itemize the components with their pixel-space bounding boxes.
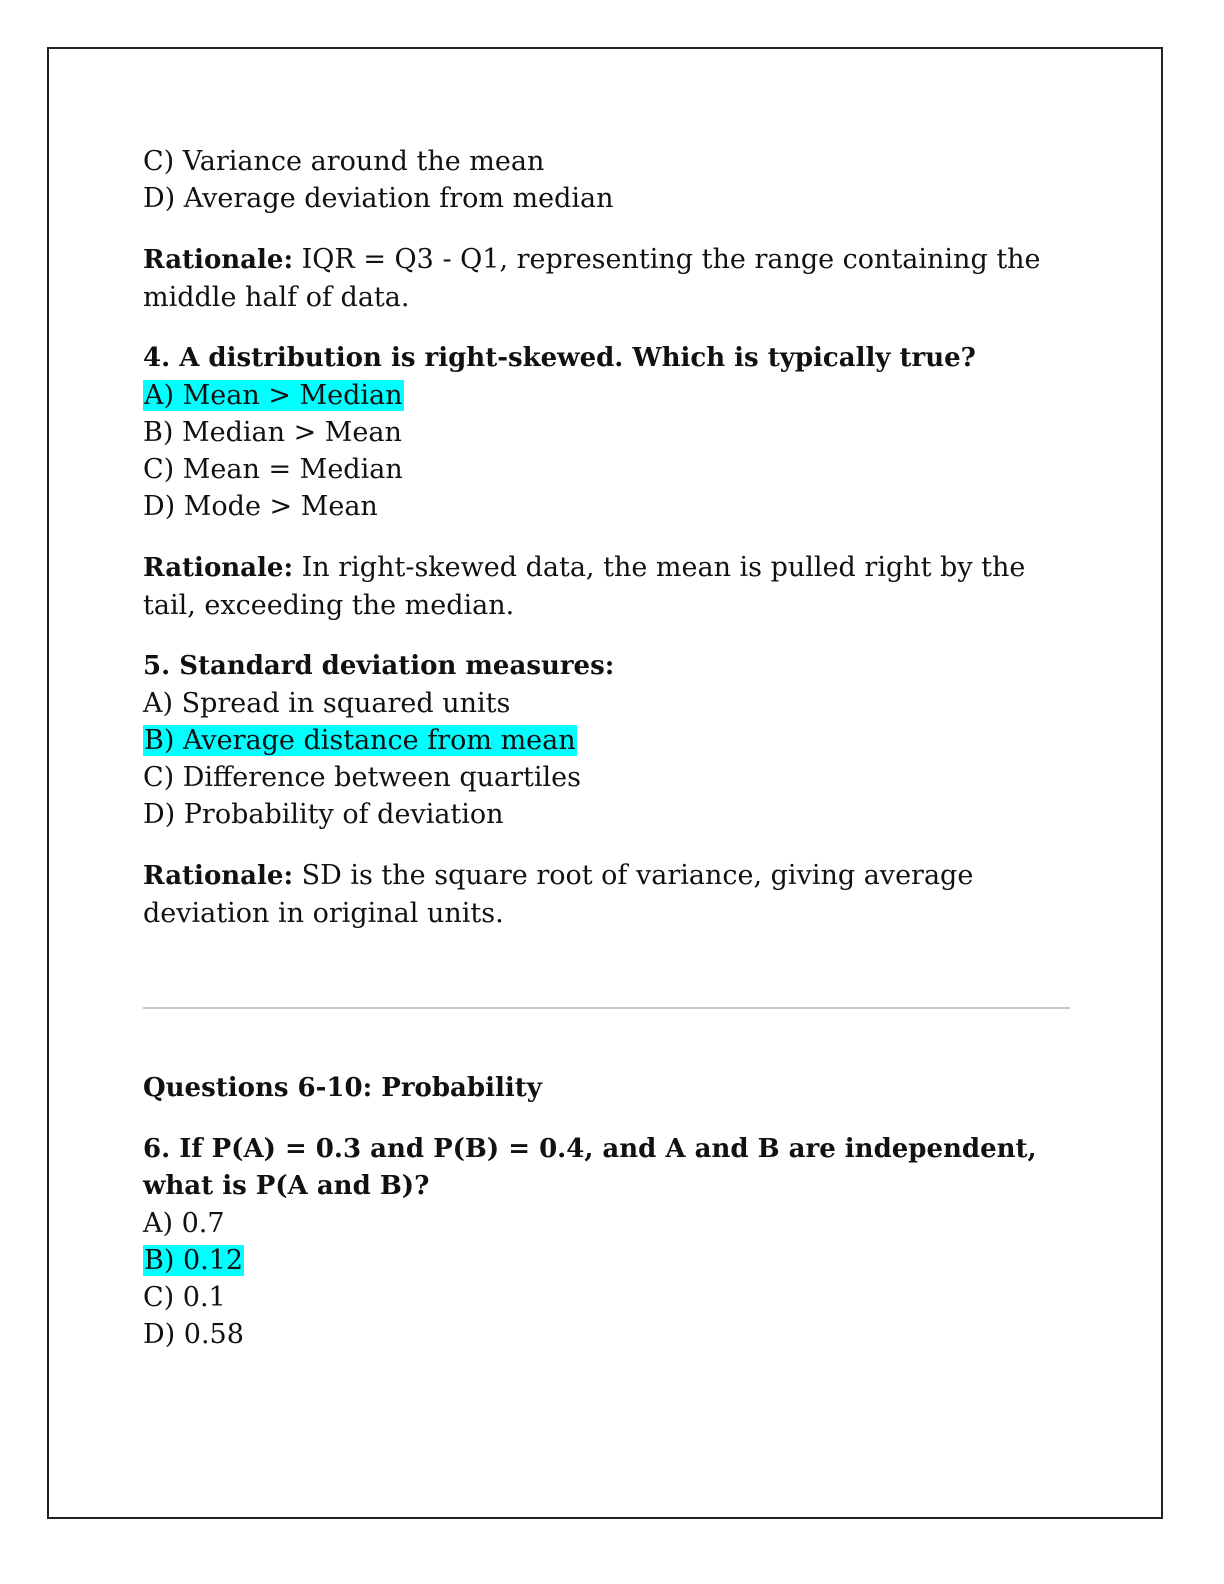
q4-question: 4. A distribution is right-skewed. Which is typically true? bbox=[143, 343, 976, 373]
q6-option-a: A) 0.7 bbox=[143, 1208, 225, 1239]
q5-option-b bbox=[143, 722, 1073, 759]
q5-option-a: A) Spread in squared units bbox=[143, 688, 511, 719]
q5-question: 5. Standard deviation measures: bbox=[143, 651, 615, 681]
q5-rationale: Rationale: SD is the square root of variance, giving average deviation in original units. bbox=[143, 860, 974, 929]
q4-option-b: B) Median > Mean bbox=[143, 417, 402, 448]
q6-option-c: C) 0.1 bbox=[143, 1282, 226, 1313]
correct-answer-highlight: A) Mean > Median bbox=[144, 380, 403, 411]
q3-options bbox=[143, 143, 1073, 217]
page-content bbox=[143, 143, 1073, 932]
q6-option-b bbox=[143, 1242, 1073, 1279]
q6-question: 6. If P(A) = 0.3 and P(B) = 0.4, and A and B are independent, what is P(A and B)? bbox=[143, 1134, 1037, 1201]
q5-option-c: C) Difference between quartiles bbox=[143, 762, 581, 793]
q4-option-a bbox=[143, 377, 1073, 414]
q4-option-d: D) Mode > Mean bbox=[143, 491, 378, 522]
q3-option-d: D) Average deviation from median bbox=[143, 183, 614, 214]
horizontal-divider bbox=[143, 1007, 1070, 1009]
correct-answer-highlight: B) 0.12 bbox=[144, 1245, 244, 1276]
q4-option-c: C) Mean = Median bbox=[143, 454, 403, 485]
q4-rationale: Rationale: In right-skewed data, the mean is pulled right by the tail, exceeding the median. bbox=[143, 552, 1026, 621]
q3-option-c: C) Variance around the mean bbox=[143, 146, 545, 177]
q6-option-d: D) 0.58 bbox=[143, 1319, 244, 1350]
probability-section bbox=[143, 1070, 1073, 1353]
q3-rationale: Rationale: IQR = Q3 - Q1, representing the range containing the middle half of data. bbox=[143, 244, 1041, 313]
correct-answer-highlight: B) Average distance from mean bbox=[144, 725, 576, 756]
section-heading: Questions 6-10: Probability bbox=[143, 1073, 542, 1103]
q5-option-d: D) Probability of deviation bbox=[143, 799, 504, 830]
